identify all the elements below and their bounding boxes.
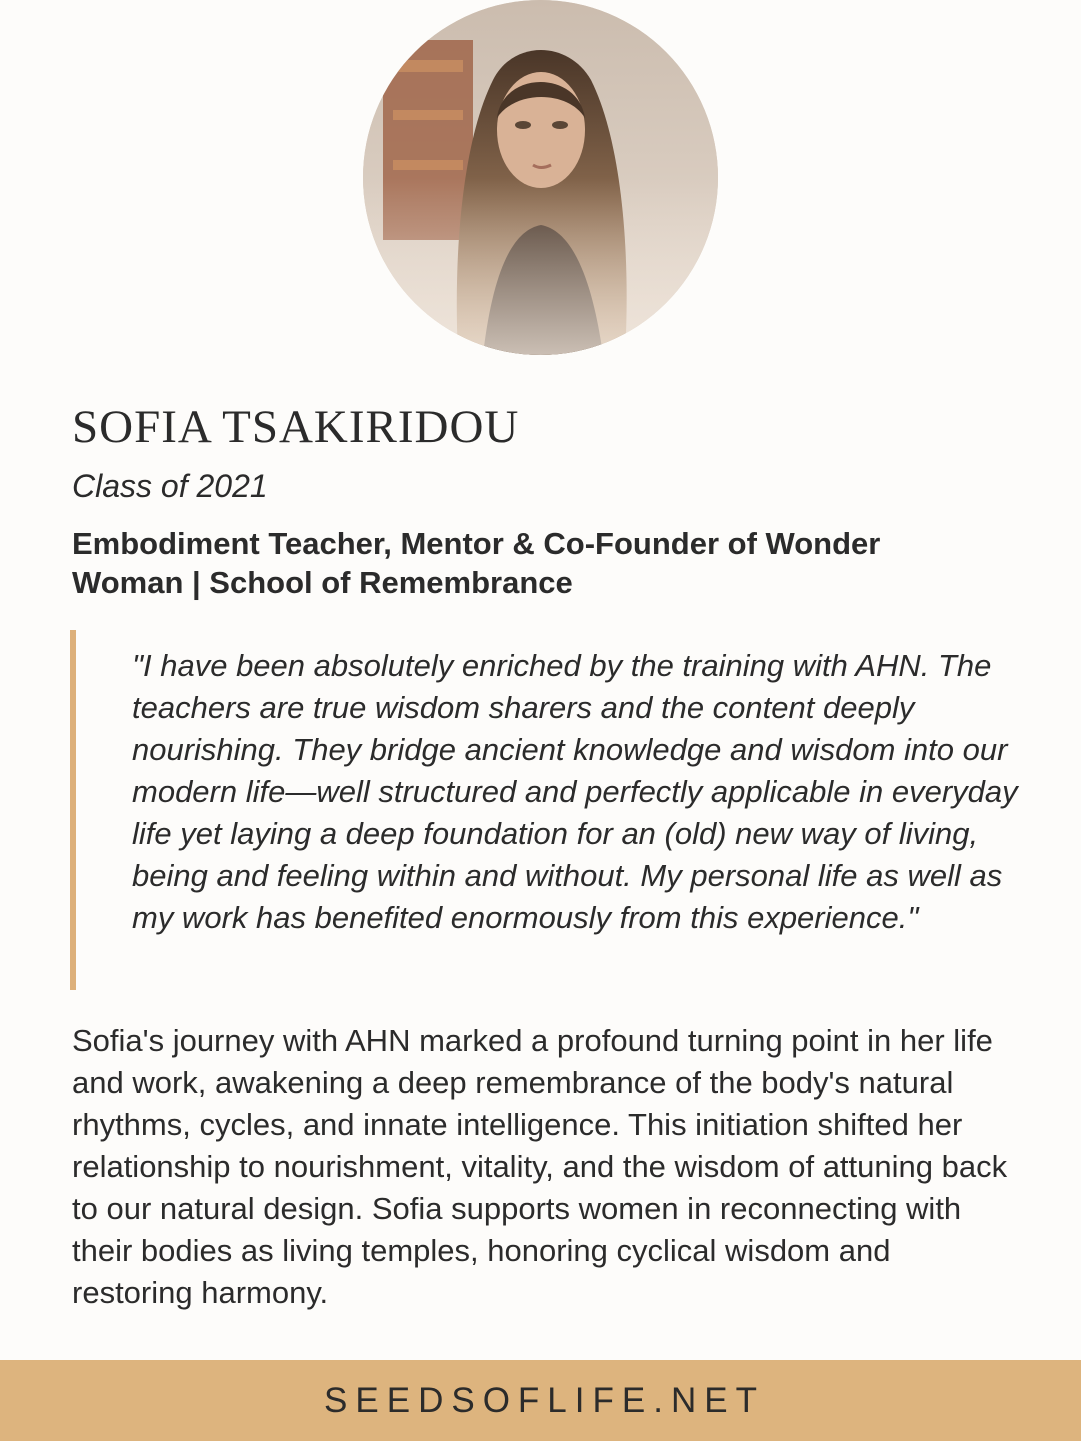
portrait-illustration bbox=[363, 0, 718, 355]
class-year: Class of 2021 bbox=[72, 468, 268, 504]
person-name: SOFIA TSAKIRIDOU bbox=[72, 401, 520, 453]
person-role: Embodiment Teacher, Mentor & Co-Founder of Wonder Woman | School of Remembrance bbox=[72, 526, 881, 600]
portrait-photo bbox=[363, 0, 718, 355]
testimonial-quote bbox=[70, 630, 1030, 990]
bio-paragraph: Sofia's journey with AHN marked a profound turning point in her life and work, awakening a deep remembrance of the body's natural rhythms, cycles, and innate intelligence. This initiation shifted her relationship to nourishment, vitality, and the wisdom of attuning back to our natural design. Sofia supports women in reconnecting with their bodies as living temples, honoring cyclical wisdom and restoring harmony. bbox=[72, 1023, 1008, 1310]
footer-site-link[interactable]: SEEDSOFLIFE.NET bbox=[324, 1380, 765, 1420]
footer-banner bbox=[0, 1360, 1081, 1441]
quote-accent-bar bbox=[70, 630, 76, 990]
quote-text: "I have been absolutely enriched by the training with AHN. The teachers are true wisdom sharers and the content deeply nourishing. They bridge ancient knowledge and wisdom into our modern life—well structured and perfectly applicable in everyday life yet laying a deep foundation for an (old) new way of living, being and feeling within and without. My personal life as well as my work has benefited enormously from this experience." bbox=[132, 648, 1018, 935]
